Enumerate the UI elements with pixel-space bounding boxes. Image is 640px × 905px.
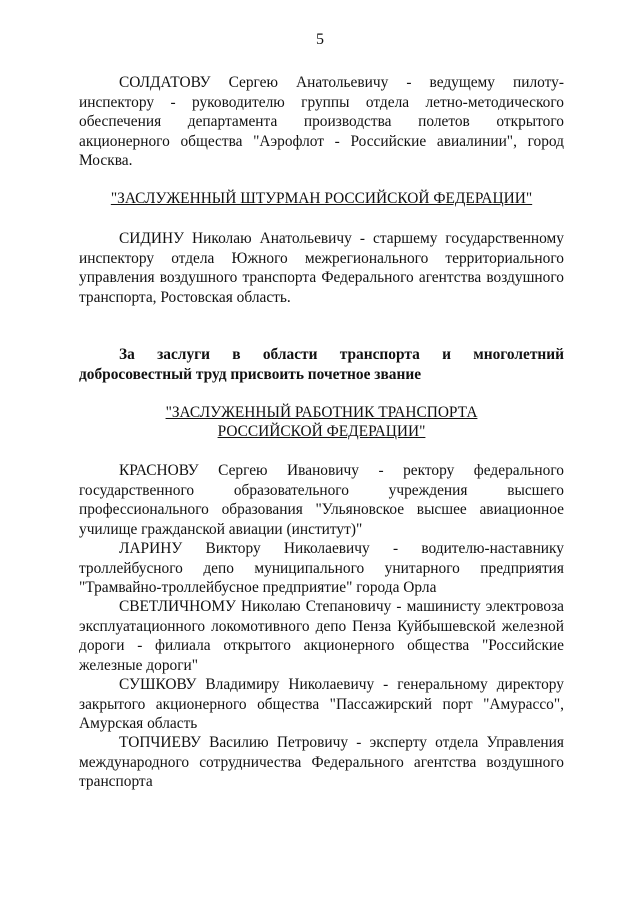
award-entry-soldatov: СОЛДАТОВУ Сергею Анатольевичу - ведущему пилоту-инспектору - руководителю группы отдела летно-методического обеспечения департамента производства полетов открытого акционерного общества "Аэрофлот - Российские авиалинии", город Москва. — [79, 74, 564, 170]
award-entry-topchiev: ТОПЧИЕВУ Василию Петровичу - эксперту отдела Управления международного сотрудничества Федерального агентства воздушного транспорта — [79, 734, 564, 791]
section-heading-navigator: "ЗАСЛУЖЕННЫЙ ШТУРМАН РОССИЙСКОЙ ФЕДЕРАЦИИ" — [110, 190, 533, 207]
page-number: 5 — [316, 31, 324, 48]
award-statement: За заслуги в области транспорта и многолетний добросовестный труд присвоить почетное звание — [79, 346, 564, 383]
award-entry-svetlichny: СВЕТЛИЧНОМУ Николаю Степановичу - машинисту электровоза эксплуатационного локомотивного депо Пенза Куйбышевской железной дороги - филиала открытого акционерного общества "Российские железные дороги" — [79, 598, 564, 674]
section-heading-transport-line1: "ЗАСЛУЖЕННЫЙ РАБОТНИК ТРАНСПОРТА — [165, 404, 478, 421]
section-heading-transport-line2: РОССИЙСКОЙ ФЕДЕРАЦИИ" — [217, 423, 426, 440]
award-entry-larin: ЛАРИНУ Виктору Николаевичу - водителю-наставнику троллейбусного депо муниципального унитарного предприятия "Трамвайно-троллейбусное предприятие" города Орла — [79, 540, 564, 597]
award-entry-sidin: СИДИНУ Николаю Анатольевичу - старшему государственному инспектору отдела Южного межрегионального территориального управления воздушного транспорта Федерального агентства воздушного транспорта, Ростовская область. — [79, 230, 564, 306]
award-entry-krasnov: КРАСНОВУ Сергею Ивановичу - ректору федерального государственного образовательного учреждения высшего профессионального образования "Ульяновское высшее авиационное училище гражданской авиации (институт)" — [79, 462, 564, 538]
award-entry-sushkov: СУШКОВУ Владимиру Николаевичу - генеральному директору закрытого акционерного общества "Пассажирский порт "Амурассо", Амурская область — [79, 676, 564, 733]
